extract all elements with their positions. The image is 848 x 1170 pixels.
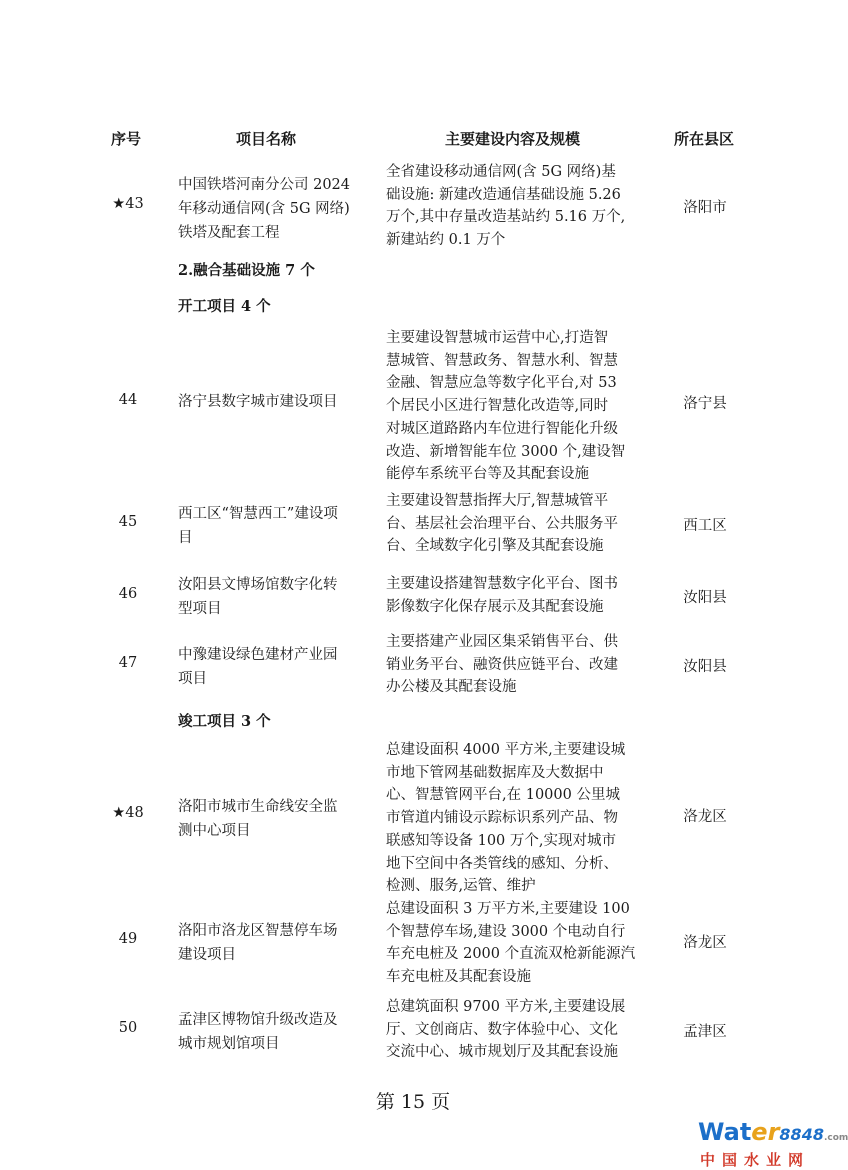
- content-line: 新建站约 0.1 万个: [386, 232, 506, 249]
- row-county: 汝阳县: [683, 590, 727, 606]
- row-seq: ★43: [112, 196, 144, 212]
- row-seq: ★48: [112, 805, 144, 821]
- content-line: 市管道内铺设示踪标识系列产品、物: [386, 810, 618, 827]
- content-line: 办公楼及其配套设施: [386, 679, 517, 696]
- row-project-name: [178, 502, 358, 550]
- header-county: 所在县区: [674, 130, 735, 148]
- row-content: [386, 631, 638, 699]
- content-line: 金融、智慧应急等数字化平台,对 53: [386, 375, 617, 392]
- row-content: [386, 898, 638, 989]
- row-seq: 46: [118, 586, 138, 602]
- row-project-name: [178, 643, 358, 691]
- content-line: 交流中心、城市规划厅及其配套设施: [386, 1044, 618, 1061]
- row-county: 洛宁县: [683, 396, 727, 412]
- content-line: 能停车系统平台等及其配套设施: [386, 466, 589, 483]
- row-content: [386, 996, 638, 1064]
- name-line: 孟津区博物馆升级改造及: [178, 1012, 338, 1028]
- logo-wordmark: Water8848.com: [698, 1118, 848, 1146]
- name-line: 项目: [178, 671, 207, 687]
- name-line: 测中心项目: [178, 823, 251, 839]
- content-line: 心、智慧管网平台,在 10000 公里城: [386, 787, 620, 804]
- content-line: 主要建设搭建智慧数字化平台、图书: [386, 576, 618, 592]
- name-line: 中豫建设绿色建材产业园: [178, 647, 338, 663]
- section-started: 开工项目 4 个: [178, 298, 271, 315]
- content-line: 地下空间中各类管线的感知、分析、: [386, 855, 618, 872]
- page-number: 第 15 页: [375, 1091, 451, 1113]
- row-seq: 47: [118, 655, 138, 671]
- name-line: 铁塔及配套工程: [178, 225, 280, 241]
- row-county: 汝阳县: [683, 659, 727, 675]
- row-project-name: [178, 573, 358, 621]
- content-line: 全省建设移动通信网(含 5G 网络)基: [386, 164, 616, 180]
- content-line: 联感知等设备 100 万个,实现对城市: [386, 832, 617, 849]
- row-project-name: [178, 390, 358, 414]
- section-fusion: 2.融合基础设施 7 个: [178, 262, 315, 279]
- content-line: 台、基层社会治理平台、公共服务平: [386, 515, 618, 532]
- name-line: 汝阳县文博场馆数字化转: [178, 577, 338, 593]
- name-line: 洛阳市城市生命线安全监: [178, 799, 338, 815]
- name-line: 洛宁县数字城市建设项目: [178, 394, 338, 410]
- content-line: 台、全域数字化引擎及其配套设施: [386, 538, 604, 555]
- content-line: 检测、服务,运管、维护: [386, 878, 536, 895]
- content-line: 总建筑面积 9700 平方米,主要建设展: [386, 999, 626, 1015]
- row-content: [386, 490, 638, 558]
- header-seq: 序号: [111, 130, 142, 148]
- header-content: 主要建设内容及规模: [445, 130, 581, 148]
- content-line: 车充电桩及其配套设施: [386, 969, 531, 986]
- content-line: 销业务平台、融资供应链平台、改建: [386, 656, 618, 673]
- content-line: 万个,其中存量改造基站约 5.16 万个,: [386, 209, 626, 226]
- row-county: 洛阳市: [683, 200, 727, 216]
- content-line: 慧城管、智慧政务、智慧水利、智慧: [386, 352, 618, 369]
- content-line: 总建设面积 3 万平方米,主要建设 100: [386, 901, 630, 917]
- section-completed: 竣工项目 3 个: [178, 713, 271, 730]
- name-line: 型项目: [178, 601, 222, 617]
- header-name: 项目名称: [236, 130, 297, 148]
- row-project-name: [178, 173, 358, 245]
- row-seq: 44: [118, 392, 138, 408]
- content-line: 总建设面积 4000 平方米,主要建设城: [386, 742, 626, 758]
- row-county: 洛龙区: [683, 935, 727, 951]
- name-line: 中国铁塔河南分公司 2024: [178, 177, 351, 193]
- content-line: 改造、新增智能车位 3000 个,建设智: [386, 443, 626, 460]
- content-line: 个智慧停车场,建设 3000 个电动自行: [386, 923, 626, 940]
- row-content: [386, 573, 638, 618]
- name-line: 目: [178, 530, 193, 546]
- name-line: 西工区“智慧西工”建设项: [178, 506, 338, 522]
- row-project-name: [178, 1008, 358, 1056]
- row-seq: 50: [118, 1020, 138, 1036]
- name-line: 城市规划馆项目: [178, 1036, 280, 1052]
- content-line: 市地下管网基础数据库及大数据中: [386, 764, 604, 781]
- content-line: 主要搭建产业园区集采销售平台、供: [386, 634, 618, 650]
- content-line: 主要建设智慧城市运营中心,打造智: [386, 330, 609, 346]
- row-seq: 49: [118, 931, 138, 947]
- content-line: 车充电桩及 2000 个直流双枪新能源汽: [386, 946, 636, 963]
- row-project-name: [178, 795, 358, 843]
- row-county: 西工区: [683, 518, 727, 534]
- row-county: 孟津区: [683, 1024, 727, 1040]
- name-line: 年移动通信网(含 5G 网络): [178, 201, 350, 217]
- row-content: [386, 327, 638, 486]
- content-line: 影像数字化保存展示及其配套设施: [386, 598, 604, 615]
- row-content: [386, 161, 638, 252]
- content-line: 个居民小区进行智慧化改造等,同时: [386, 398, 609, 415]
- name-line: 建设项目: [178, 947, 236, 963]
- name-line: 洛阳市洛龙区智慧停车场: [178, 923, 338, 939]
- logo-chinese-name: 中国水业网: [700, 1151, 811, 1169]
- row-project-name: [178, 919, 358, 967]
- content-line: 对城区道路路内车位进行智能化升级: [386, 420, 618, 437]
- content-line: 础设施: 新建改造通信基础设施 5.26: [386, 186, 621, 203]
- row-seq: 45: [118, 514, 138, 530]
- content-line: 主要建设智慧指挥大厅,智慧城管平: [386, 493, 609, 509]
- row-content: [386, 739, 638, 898]
- row-county: 洛龙区: [683, 809, 727, 825]
- content-line: 厅、文创商店、数字体验中心、文化: [386, 1021, 618, 1038]
- water8848-logo: [698, 1118, 848, 1169]
